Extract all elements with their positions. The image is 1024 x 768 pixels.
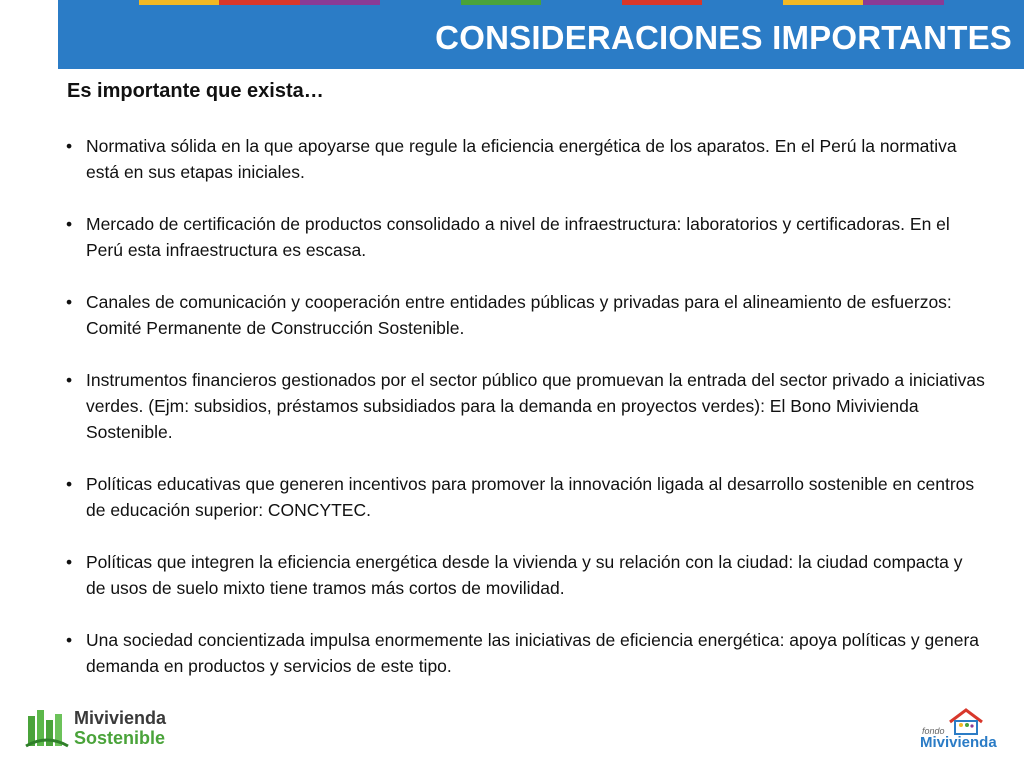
bullet-icon: • — [66, 136, 73, 156]
header-band — [58, 5, 1024, 69]
list-item — [66, 367, 986, 445]
bullet-list — [66, 133, 986, 705]
list-item — [66, 627, 986, 679]
bullet-icon: • — [66, 474, 73, 494]
logo-left-line1: Mivivienda — [74, 708, 167, 728]
bullet-text: Instrumentos financieros gestionados por el sector público que promuevan la entrada del sector privado a iniciativas verdes. (Ejm: subsidios, préstamos subsidiados para la demanda en proyectos verdes): El Bono Mivivienda Sostenible. — [86, 370, 985, 442]
list-item — [66, 211, 986, 263]
logo-left-line2: Sostenible — [74, 728, 166, 748]
bullet-icon: • — [66, 552, 73, 572]
bullet-text: Una sociedad concientizada impulsa enormemente las iniciativas de eficiencia energética: apoya políticas y genera demanda en productos y servicios de este tipo. — [86, 630, 980, 676]
section-subtitle: Es importante que exista… — [67, 80, 324, 102]
bullet-text: Mercado de certificación de productos consolidado a nivel de infraestructura: laboratorios y certificadoras. En el Perú esta infraestructura es escasa. — [86, 214, 950, 260]
bullet-text: Políticas educativas que generen incentivos para promover la innovación ligada al desarrollo sostenible en centros de educación superior: CONCYTEC. — [86, 474, 975, 520]
house-family-icon — [946, 708, 986, 736]
bullet-text: Normativa sólida en la que apoyarse que regule la eficiencia energética de los aparatos. En el Perú la normativa está en sus etapas iniciales. — [86, 136, 957, 182]
fondo-mivivienda-logo — [916, 708, 1008, 758]
list-item — [66, 471, 986, 523]
bullet-icon: • — [66, 214, 73, 234]
bullet-icon: • — [66, 292, 73, 312]
slide-title: CONSIDERACIONES IMPORTANTES — [435, 19, 1012, 56]
bullet-text: Políticas que integren la eficiencia energética desde la vivienda y su relación con la ciudad: la ciudad compacta y de usos de suelo mixto tiene tramos más cortos de movilidad. — [86, 552, 963, 598]
bullet-text: Canales de comunicación y cooperación entre entidades públicas y privadas para el alineamiento de esfuerzos: Comité Permanente de Construcción Sostenible. — [86, 292, 952, 338]
logo-right-small: fondo — [922, 726, 945, 736]
list-item — [66, 289, 986, 341]
list-item — [66, 133, 986, 185]
logo-right-big: Mivivienda — [920, 734, 997, 751]
bullet-icon: • — [66, 630, 73, 650]
green-buildings-icon — [24, 706, 70, 750]
list-item — [66, 549, 986, 601]
bullet-icon: • — [66, 370, 73, 390]
mivivienda-sostenible-logo — [24, 706, 184, 752]
